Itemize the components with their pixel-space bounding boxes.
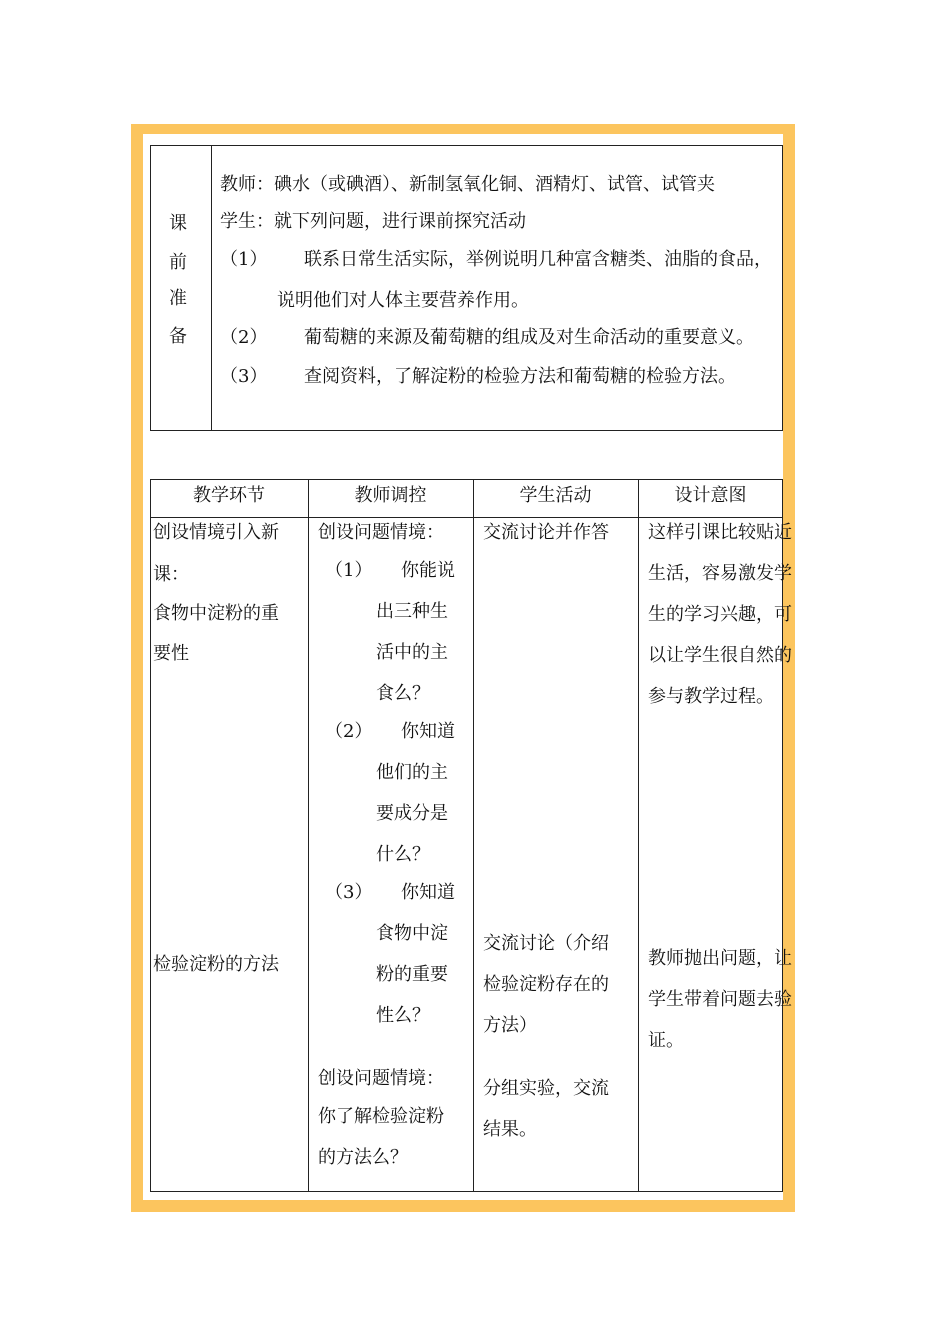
col-divider — [473, 479, 474, 1192]
question-num: （2） — [325, 721, 373, 742]
step-text: 检验淀粉的方法 — [153, 954, 279, 975]
student-activity: 交流讨论（介绍 — [483, 933, 609, 954]
question-text: 你了解检验淀粉 — [318, 1106, 444, 1127]
student-activity: 分组实验，交流 — [483, 1078, 609, 1099]
col-divider — [308, 479, 309, 1192]
design-intent: 学生带着问题去验 — [648, 989, 792, 1010]
header-teacher-control: 教师调控 — [354, 485, 427, 506]
student-activity: 结果。 — [483, 1119, 537, 1140]
question-num: （3） — [325, 882, 373, 903]
step-text: 食物中淀粉的重 — [153, 603, 279, 624]
student-activity: 交流讨论并作答 — [483, 522, 609, 543]
step-text: 要性 — [153, 643, 189, 664]
design-intent: 以让学生很自然的 — [648, 645, 792, 666]
design-intent: 这样引课比较贴近 — [648, 522, 792, 543]
question-text: 粉的重要 — [376, 964, 448, 985]
question-text: 要成分是 — [376, 803, 448, 824]
question-text: 的方法么？ — [318, 1147, 408, 1168]
teacher-intro-2: 创设问题情境： — [318, 1068, 444, 1089]
prep-divider — [211, 145, 212, 431]
question-text: 性么？ — [376, 1005, 430, 1026]
step-text: 创设情境引入新 — [153, 522, 279, 543]
header-teaching-step: 教学环节 — [193, 485, 265, 506]
question-text: 你知道 — [401, 882, 455, 903]
question-text: 什么？ — [376, 844, 430, 865]
prep-item-num: （1） — [220, 249, 268, 270]
design-intent: 生活，容易激发学 — [648, 563, 792, 584]
prep-item-num: （3） — [220, 366, 268, 387]
question-text: 你知道 — [401, 721, 455, 742]
design-intent: 参与教学过程。 — [648, 686, 774, 707]
prep-teacher-line: 教师：碘水（或碘酒）、新制氢氧化铜、酒精灯、试管、试管夹 — [220, 174, 715, 195]
prep-item-text: 联系日常生活实际，举例说明几种富含糖类、油脂的食品， — [304, 249, 772, 270]
prep-item-text: 查阅资料，了解淀粉的检验方法和葡萄糖的检验方法。 — [304, 366, 736, 387]
prep-item-cont: 说明他们对人体主要营养作用。 — [277, 290, 529, 311]
student-activity: 方法） — [483, 1015, 537, 1036]
design-intent: 生的学习兴趣，可 — [648, 604, 792, 625]
question-text: 你能说 — [401, 560, 455, 581]
question-text: 出三种生 — [376, 601, 448, 622]
design-intent: 教师抛出问题，让 — [648, 948, 792, 969]
header-design-intent: 设计意图 — [674, 485, 747, 506]
prep-label-char: 准 — [169, 288, 187, 309]
question-text: 食么？ — [376, 683, 430, 704]
question-text: 他们的主 — [376, 762, 448, 783]
teacher-intro: 创设问题情境： — [318, 522, 444, 543]
question-num: （1） — [325, 560, 373, 581]
header-student-activity: 学生活动 — [519, 485, 592, 506]
prep-item-num: （2） — [220, 327, 268, 348]
prep-label-char: 课 — [169, 213, 187, 234]
prep-label-char: 备 — [169, 326, 187, 347]
prep-item-text: 葡萄糖的来源及葡萄糖的组成及对生命活动的重要意义。 — [304, 327, 754, 348]
design-intent: 证。 — [648, 1030, 684, 1051]
student-activity: 检验淀粉存在的 — [483, 974, 609, 995]
question-text: 活中的主 — [376, 642, 448, 663]
question-text: 食物中淀 — [376, 923, 448, 944]
prep-student-line: 学生：就下列问题，进行课前探究活动 — [220, 211, 526, 232]
prep-label-char: 前 — [169, 252, 187, 273]
col-divider — [638, 479, 639, 1192]
step-text: 课： — [153, 564, 189, 585]
